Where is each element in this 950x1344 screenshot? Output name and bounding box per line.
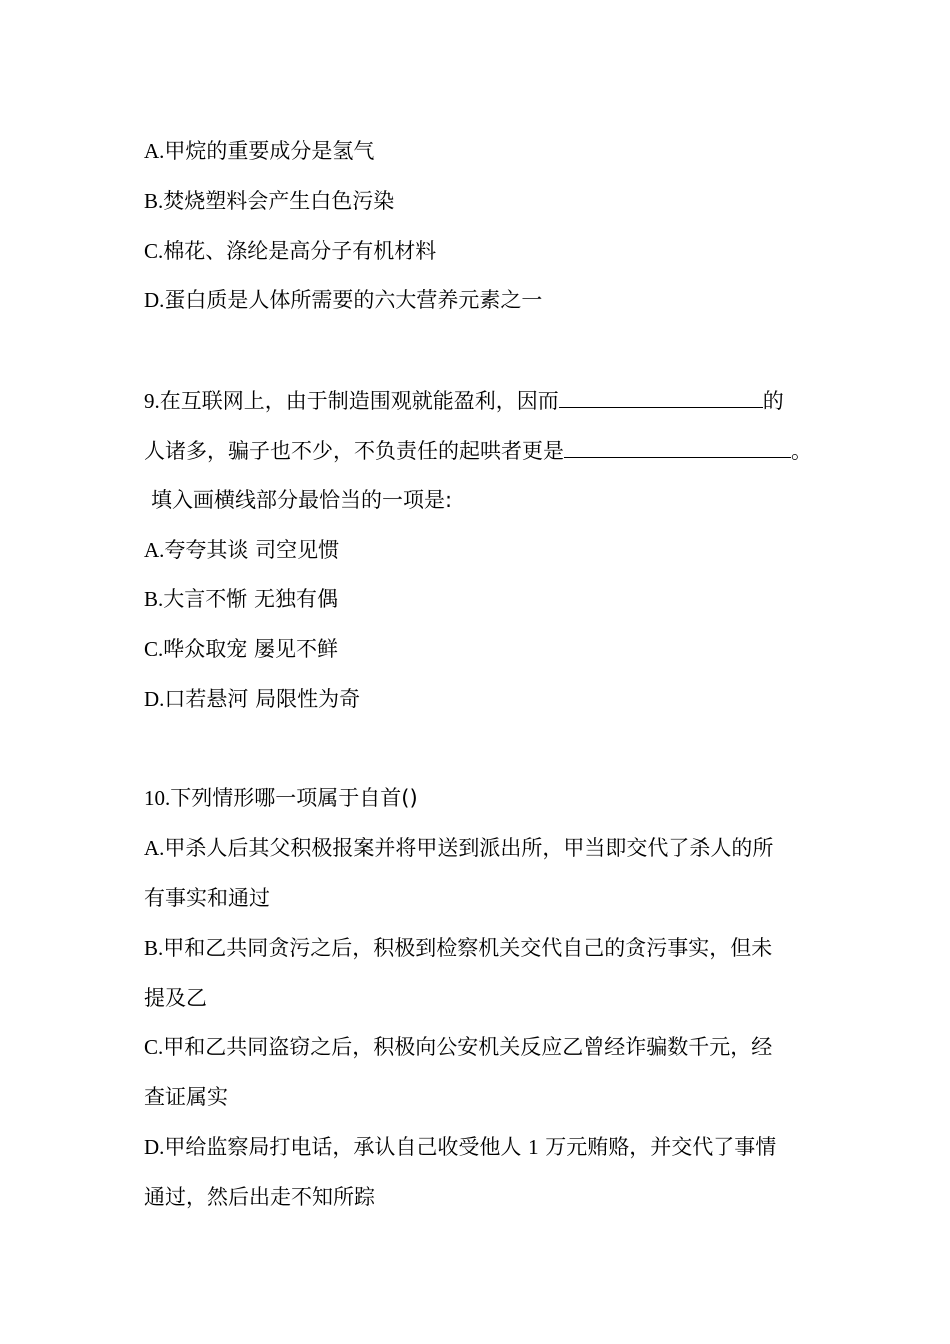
option-letter: C. xyxy=(144,1035,164,1059)
q10-option-b-line1 xyxy=(144,933,772,963)
option-text: 蛋白质是人体所需要的六大营养元素之一 xyxy=(164,288,543,312)
q9-stem-part3: 人诸多，骗子也不少，不负责任的起哄者更是 xyxy=(144,439,564,463)
fill-blank-2 xyxy=(564,435,791,458)
q9-instruction: 填入画横线部分最恰当的一项是: xyxy=(151,488,453,512)
q9-stem-part1: 在互联网上，由于制造围观就能盈利，因而 xyxy=(159,389,559,413)
option-text: 口若悬河 局限性为奇 xyxy=(164,687,361,711)
q10-stem-text: 下列情形哪一项属于自首() xyxy=(170,786,418,810)
option-letter: C. xyxy=(144,239,164,263)
q9-option-a xyxy=(144,535,339,565)
q10-option-d-line1 xyxy=(144,1132,776,1162)
q9-option-b xyxy=(144,584,338,614)
option-letter: D. xyxy=(144,288,165,312)
option-letter: B. xyxy=(144,936,164,960)
question-number: 10. xyxy=(144,786,171,810)
q8-option-d xyxy=(144,285,542,315)
q8-option-b xyxy=(144,186,394,216)
option-text: 甲和乙共同贪污之后，积极到检察机关交代自己的贪污事实，但未 xyxy=(163,936,773,960)
q10-option-b-line2: 提及乙 xyxy=(144,986,207,1010)
option-text: 甲给监察局打电话，承认自己收受他人 xyxy=(164,1135,529,1159)
question-number: 9. xyxy=(144,389,160,413)
option-letter: B. xyxy=(144,189,164,213)
option-text: 甲和乙共同盗窃之后，积极向公安机关反应乙曾经诈骗数千元，经 xyxy=(163,1035,773,1059)
q10-option-c-line2: 查证属实 xyxy=(144,1085,228,1109)
option-text: 焚烧塑料会产生白色污染 xyxy=(163,189,395,213)
q10-option-d-line2: 通过，然后出走不知所踪 xyxy=(144,1185,375,1209)
q8-option-a xyxy=(144,136,374,166)
option-letter: D. xyxy=(144,687,165,711)
option-letter: B. xyxy=(144,587,164,611)
amount-number: 1 xyxy=(528,1135,539,1159)
option-text: 万元贿赂，并交代了事情 xyxy=(538,1135,777,1159)
q9-stem-part2: 的 xyxy=(762,389,784,413)
q8-option-c xyxy=(144,236,436,266)
q9-option-d xyxy=(144,684,360,714)
option-text: 大言不惭 无独有偶 xyxy=(163,587,338,611)
q10-option-c-line1 xyxy=(144,1032,772,1062)
q10-option-a-line1 xyxy=(144,833,773,863)
q10-option-a-line2: 有事实和通过 xyxy=(144,886,270,910)
option-text: 甲烷的重要成分是氢气 xyxy=(164,139,375,163)
option-text: 哗众取宠 屡见不鲜 xyxy=(163,637,338,661)
option-letter: A. xyxy=(144,139,165,163)
q9-stem-part4: 。 xyxy=(791,439,812,463)
q9-stem-line2 xyxy=(144,435,812,466)
option-text: 甲杀人后其父积极报案并将甲送到派出所，甲当即交代了杀人的所 xyxy=(164,836,774,860)
option-letter: A. xyxy=(144,538,165,562)
option-letter: C. xyxy=(144,637,164,661)
option-text: 棉花、涤纶是高分子有机材料 xyxy=(163,239,437,263)
option-letter: A. xyxy=(144,836,165,860)
q9-stem-line1 xyxy=(144,385,784,416)
q9-option-c xyxy=(144,634,338,664)
option-letter: D. xyxy=(144,1135,165,1159)
q10-stem xyxy=(144,783,418,813)
fill-blank-1 xyxy=(559,385,763,408)
option-text: 夸夸其谈 司空见惯 xyxy=(164,538,340,562)
